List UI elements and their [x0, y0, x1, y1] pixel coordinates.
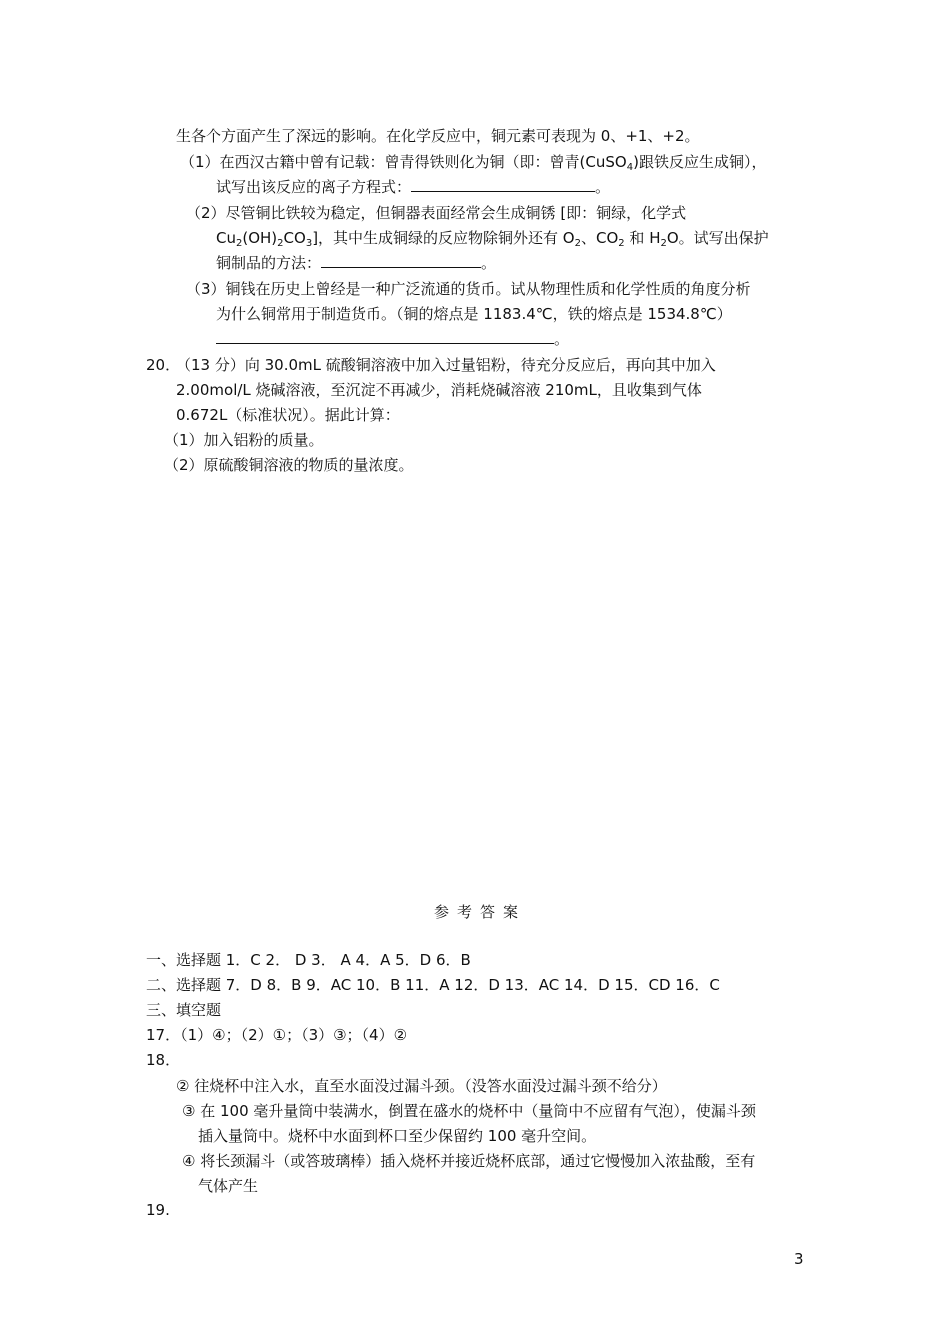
q19-part2-formula-c: CO [283, 229, 306, 247]
q19-part2-answer-blank[interactable] [321, 253, 481, 268]
q20-subquestion-1: （1）加入铝粉的质量。 [164, 431, 324, 449]
q19-part1-text-b: )跟铁反应生成铜）， [633, 153, 767, 171]
answer-18-step-4-line1: ④ 将长颈漏斗（或答玻璃棒）插入烧杯并接近烧杯底部，通过它慢慢加入浓盐酸，至有 [182, 1152, 756, 1170]
q19-part3-period: 。 [554, 330, 570, 348]
q19-part2-sub3: 3 [305, 238, 313, 249]
q19-part2-sub5: 2 [618, 238, 625, 249]
q19-part2-text-g: O。试写出保护 [666, 229, 769, 247]
answer-19-heading: 19. [146, 1201, 170, 1219]
q19-part1-text-a: （1）在西汉古籍中曾有记载：曾青得铁则化为铜（即：曾青(CuSO [180, 153, 627, 171]
q19-part2-sub6: 2 [660, 238, 667, 249]
q19-part1-subscript: 4 [626, 162, 634, 173]
q19-part2-line2 [216, 228, 769, 248]
q19-part2-sub1: 2 [235, 238, 243, 249]
q19-part2-line1: （2）尽管铜比铁较为稳定，但铜器表面经常会生成铜锈 [即：铜绿，化学式 [186, 204, 687, 222]
answer-17: 17．（1）④；（2）①；（3）③；（4）② [146, 1026, 408, 1044]
answer-18-step-4-line2: 气体产生 [198, 1177, 259, 1195]
q19-intro-line: 生各个方面产生了深远的影响。在化学反应中，铜元素可表现为 0、+1、+2。 [176, 127, 700, 145]
q20-line3: 0.672L（标准状况）。据此计算： [176, 406, 400, 424]
q19-part2-formula-a: Cu [216, 229, 236, 247]
q19-part1-answer-blank[interactable] [411, 177, 595, 192]
answers-title: 参考答案 [434, 903, 527, 921]
q19-part3-line3 [216, 329, 569, 349]
answers-fill-in-heading: 三、填空题 [146, 1001, 222, 1019]
q19-part3-answer-blank[interactable] [216, 329, 554, 344]
answer-18-step-3-line2: 插入量筒中。烧杯中水面到杯口至少保留约 100 毫升空间。 [198, 1127, 597, 1145]
q19-part3-line1: （3）铜钱在历史上曾经是一种广泛流通的货币。试从物理性质和化学性质的角度分析 [186, 280, 751, 298]
q20-line2: 2.00mol/L 烧碱溶液，至沉淀不再减少，消耗烧碱溶液 210mL，且收集到气体 [176, 381, 702, 399]
q19-part2-line3 [216, 253, 496, 273]
answer-18-step-3-line1: ③ 在 100 毫升量筒中装满水，倒置在盛水的烧杯中（量筒中不应留有气泡），使漏斗颈 [182, 1102, 756, 1120]
q19-part2-text-d: ]，其中生成铜绿的反应物除铜外还有 O [312, 229, 575, 247]
q19-part3-line2: 为什么铜常用于制造货币。（铜的熔点是 1183.4℃，铁的熔点是 1534.8℃） [216, 305, 732, 323]
answer-18-heading: 18． [146, 1051, 181, 1069]
page-number: 3 [794, 1250, 804, 1268]
q19-part2-sub4: 2 [574, 238, 581, 249]
q19-part2-text-e: 、CO [581, 229, 619, 247]
answer-18-step-2: ② 往烧杯中注入水，直至水面没过漏斗颈。（没答水面没过漏斗颈不给分） [176, 1077, 667, 1095]
q19-part1-period: 。 [595, 178, 611, 196]
q19-part2-sub2: 2 [277, 238, 284, 249]
q19-part2-formula-b: (OH) [242, 229, 278, 247]
q19-part2-text-f: 和 H [624, 229, 661, 247]
q19-part1-line1 [180, 152, 766, 172]
q20-subquestion-2: （2）原硫酸铜溶液的物质的量浓度。 [164, 456, 414, 474]
q20-number: 20． [146, 356, 181, 374]
answers-multiple-choice-2: 二、选择题 7．D 8．B 9．AC 10．B 11．A 12．D 13．AC 14．D 15．CD 16．C [146, 976, 720, 994]
q19-part2-period: 。 [481, 254, 497, 272]
q20-line1: （13 分）向 30.0mL 硫酸铜溶液中加入过量铝粉，待充分反应后，再向其中加入 [176, 356, 716, 374]
answers-multiple-choice-1: 一、选择题 1．C 2． D 3． A 4．A 5．D 6．B [146, 951, 471, 969]
q19-part1-prompt: 试写出该反应的离子方程式： [216, 178, 412, 196]
q19-part1-line2 [216, 177, 610, 197]
q19-part2-prompt: 铜制品的方法： [216, 254, 322, 272]
